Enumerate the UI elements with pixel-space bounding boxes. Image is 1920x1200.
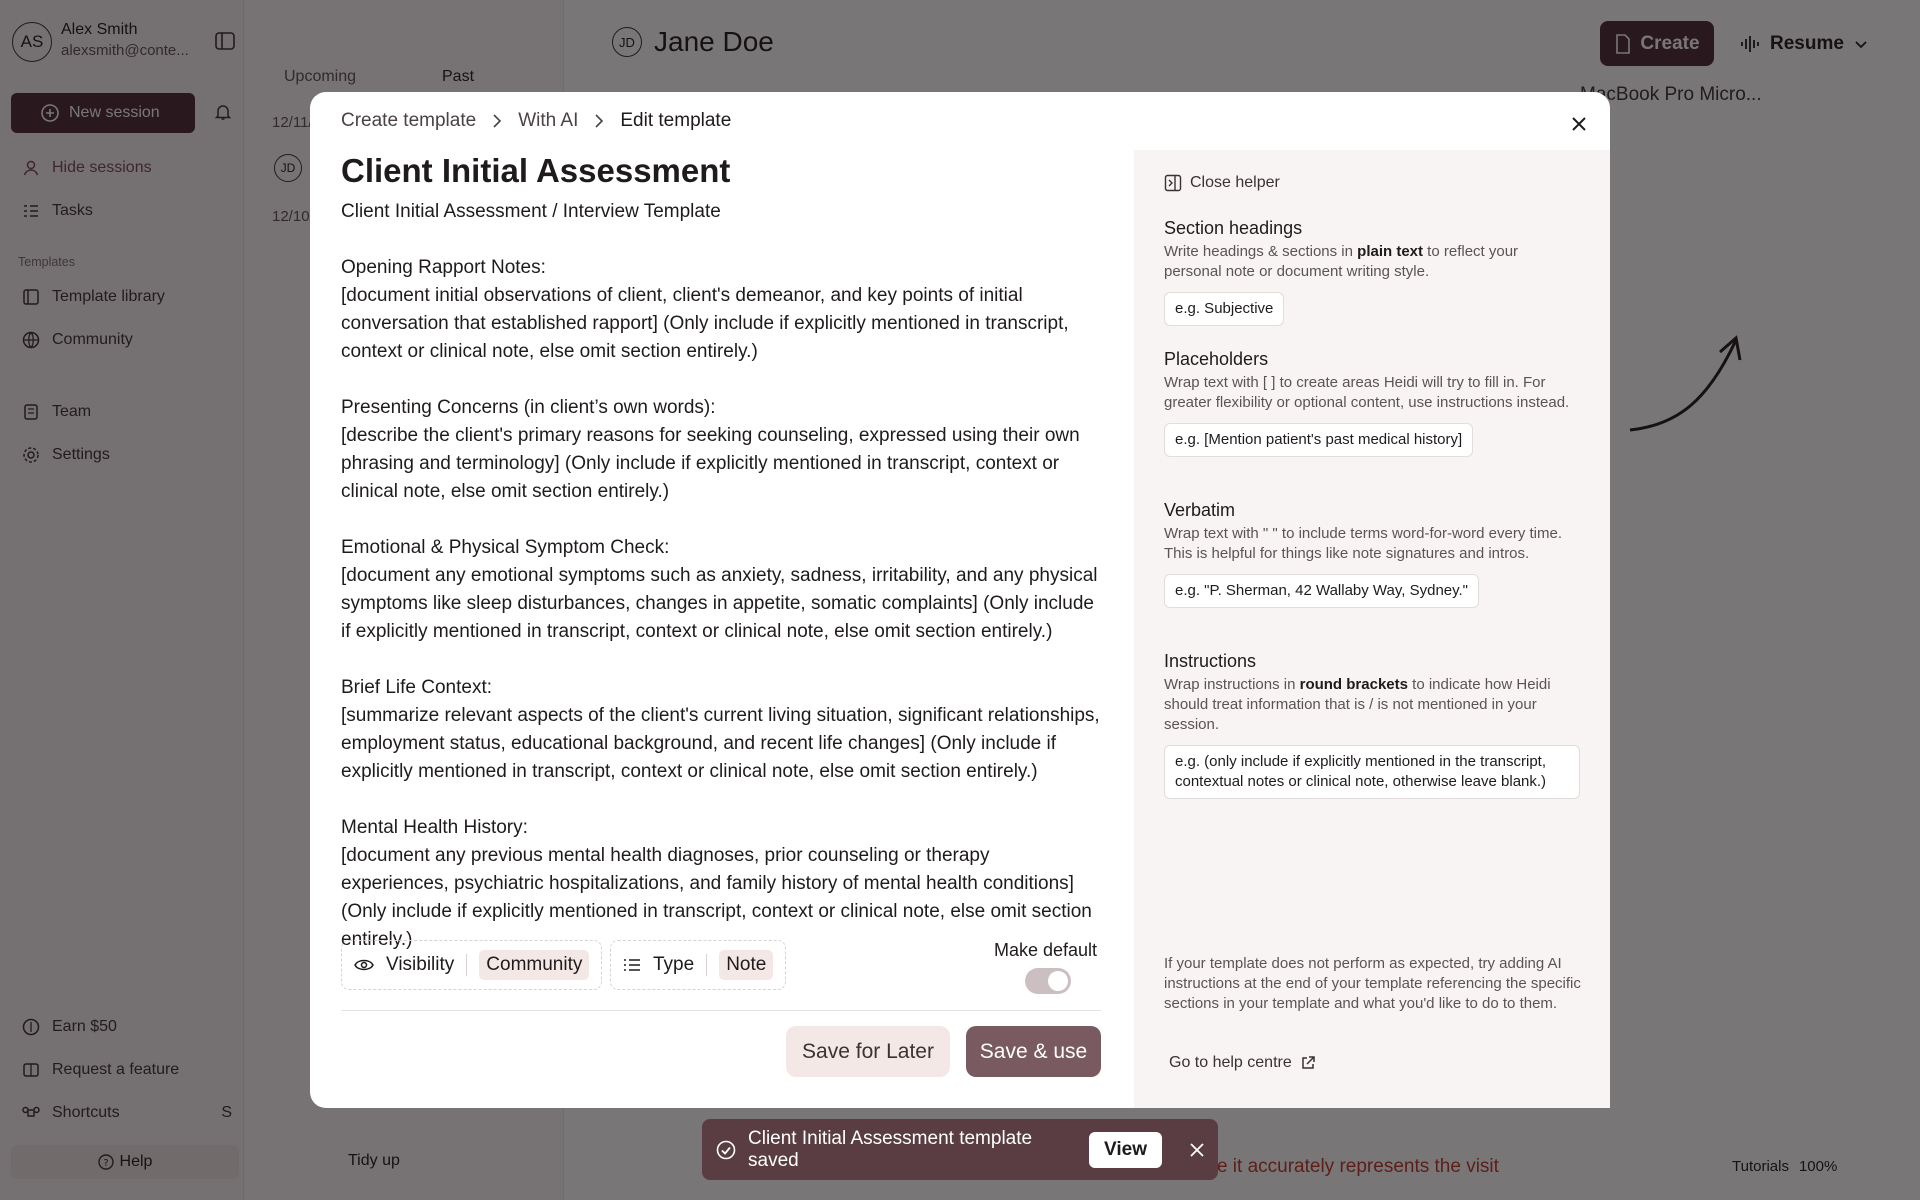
breadcrumb-create-template[interactable]: Create template bbox=[341, 110, 477, 131]
helper-placeholders bbox=[1164, 349, 1576, 457]
helper-description: Wrap text with " " to include terms word-for-word every time. This is helpful for things like note signatures and intros. bbox=[1164, 525, 1562, 562]
edit-template-modal bbox=[310, 92, 1610, 1108]
check-circle-icon bbox=[716, 1140, 736, 1160]
save-for-later-button[interactable]: Save for Later bbox=[786, 1026, 950, 1077]
close-helper-button[interactable] bbox=[1164, 174, 1280, 192]
panel-collapse-icon bbox=[1164, 174, 1182, 192]
helper-heading: Section headings bbox=[1164, 218, 1303, 238]
toast-view-button[interactable]: View bbox=[1089, 1132, 1162, 1168]
divider bbox=[341, 1010, 1101, 1011]
helper-example: e.g. Subjective bbox=[1164, 292, 1284, 326]
template-section: Emotional & Physical Symptom Check: [document any emotional symptoms such as anxiety, sadness, irritability, and any physical symptoms like sleep disturbances, changes in appetite, somatic complaints] (Only include if explicitly mentioned in transcript, context or clinical note, else omit section entirely.) bbox=[341, 537, 1098, 642]
template-subtitle: Client Initial Assessment / Interview Template bbox=[341, 201, 721, 222]
template-section: Opening Rapport Notes: [document initial observations of client, client's demeanor, and key points of initial conversation that established rapport] (Only include if explicitly mentioned in transcript, context or clinical note, else omit section entirely.) bbox=[341, 257, 1069, 362]
type-value: Note bbox=[719, 950, 773, 980]
helper-example: e.g. "P. Sherman, 42 Wallaby Way, Sydney." bbox=[1164, 574, 1479, 608]
visibility-selector[interactable] bbox=[341, 940, 602, 990]
close-icon[interactable] bbox=[1567, 112, 1591, 136]
visibility-value: Community bbox=[479, 950, 589, 980]
help-centre-label: Go to help centre bbox=[1169, 1054, 1292, 1071]
breadcrumb-edit-template: Edit template bbox=[620, 110, 732, 131]
helper-description: Write headings & sections in plain text to reflect your personal note or document writing style. bbox=[1164, 243, 1519, 280]
helper-example: e.g. [Mention patient's past medical history] bbox=[1164, 423, 1473, 457]
breadcrumb-with-ai[interactable]: With AI bbox=[518, 110, 579, 131]
helper-section-headings bbox=[1164, 218, 1576, 326]
template-section: Presenting Concerns (in client’s own words): [describe the client's primary reasons for seeking counseling, expressed using their own phrasing and terminology] (Only include if explicitly mentioned in transcript, context or clinical note, else omit section entirely.) bbox=[341, 397, 1080, 502]
close-helper-label: Close helper bbox=[1190, 174, 1280, 191]
helper-heading: Placeholders bbox=[1164, 349, 1269, 369]
chevron-right-icon bbox=[594, 114, 604, 128]
template-section: Brief Life Context: [summarize relevant aspects of the client's current living situation, significant relationships, employment status, educational background, and recent life changes] (Only include if explicitly mentioned in transcript, context or clinical note, else omit section entirely.) bbox=[341, 677, 1100, 782]
visibility-label: Visibility bbox=[386, 954, 455, 975]
divider bbox=[466, 954, 467, 976]
toast-message: Client Initial Assessment template saved bbox=[748, 1127, 1033, 1171]
list-icon bbox=[623, 958, 641, 972]
make-default-toggle[interactable] bbox=[1025, 968, 1071, 994]
eye-icon bbox=[354, 958, 374, 972]
helper-heading: Verbatim bbox=[1164, 500, 1236, 520]
chevron-right-icon bbox=[492, 114, 502, 128]
template-title[interactable]: Client Initial Assessment bbox=[341, 152, 731, 189]
template-section: Mental Health History: [document any previous mental health diagnoses, prior counseling or therapy experiences, psychiatric hospitalizations, and family history of mental health conditions] (Only include if explicitly mentioned in transcript, context or clinical note, else omit section entirely.) bbox=[341, 817, 1092, 950]
type-label: Type bbox=[653, 954, 695, 975]
saved-toast bbox=[702, 1119, 1218, 1180]
helper-description: Wrap instructions in round brackets to indicate how Heidi should treat information that is / is not mentioned in your session. bbox=[1164, 676, 1551, 733]
helper-verbatim bbox=[1164, 500, 1576, 608]
external-link-icon bbox=[1300, 1055, 1316, 1071]
helper-heading: Instructions bbox=[1164, 651, 1257, 671]
type-selector[interactable] bbox=[610, 940, 786, 990]
save-and-use-button[interactable]: Save & use bbox=[966, 1026, 1101, 1077]
helper-instructions bbox=[1164, 651, 1576, 799]
make-default-label: Make default bbox=[994, 940, 1098, 960]
helper-description: Wrap text with [ ] to create areas Heidi will try to fill in. For greater flexibility or optional content, use instructions instead. bbox=[1164, 374, 1570, 411]
helper-footer: If your template does not perform as expected, try adding AI instructions at the end of your template referencing the specific sections in your template and what you'd like to do to them. bbox=[1164, 955, 1581, 1012]
close-icon[interactable] bbox=[1190, 1143, 1204, 1157]
breadcrumb bbox=[341, 110, 731, 132]
divider bbox=[706, 954, 707, 976]
help-centre-link[interactable] bbox=[1169, 1054, 1316, 1072]
helper-example: e.g. (only include if explicitly mentioned in the transcript, contextual notes or clinical note, otherwise leave blank.) bbox=[1164, 745, 1580, 799]
helper-panel bbox=[1134, 150, 1610, 1108]
